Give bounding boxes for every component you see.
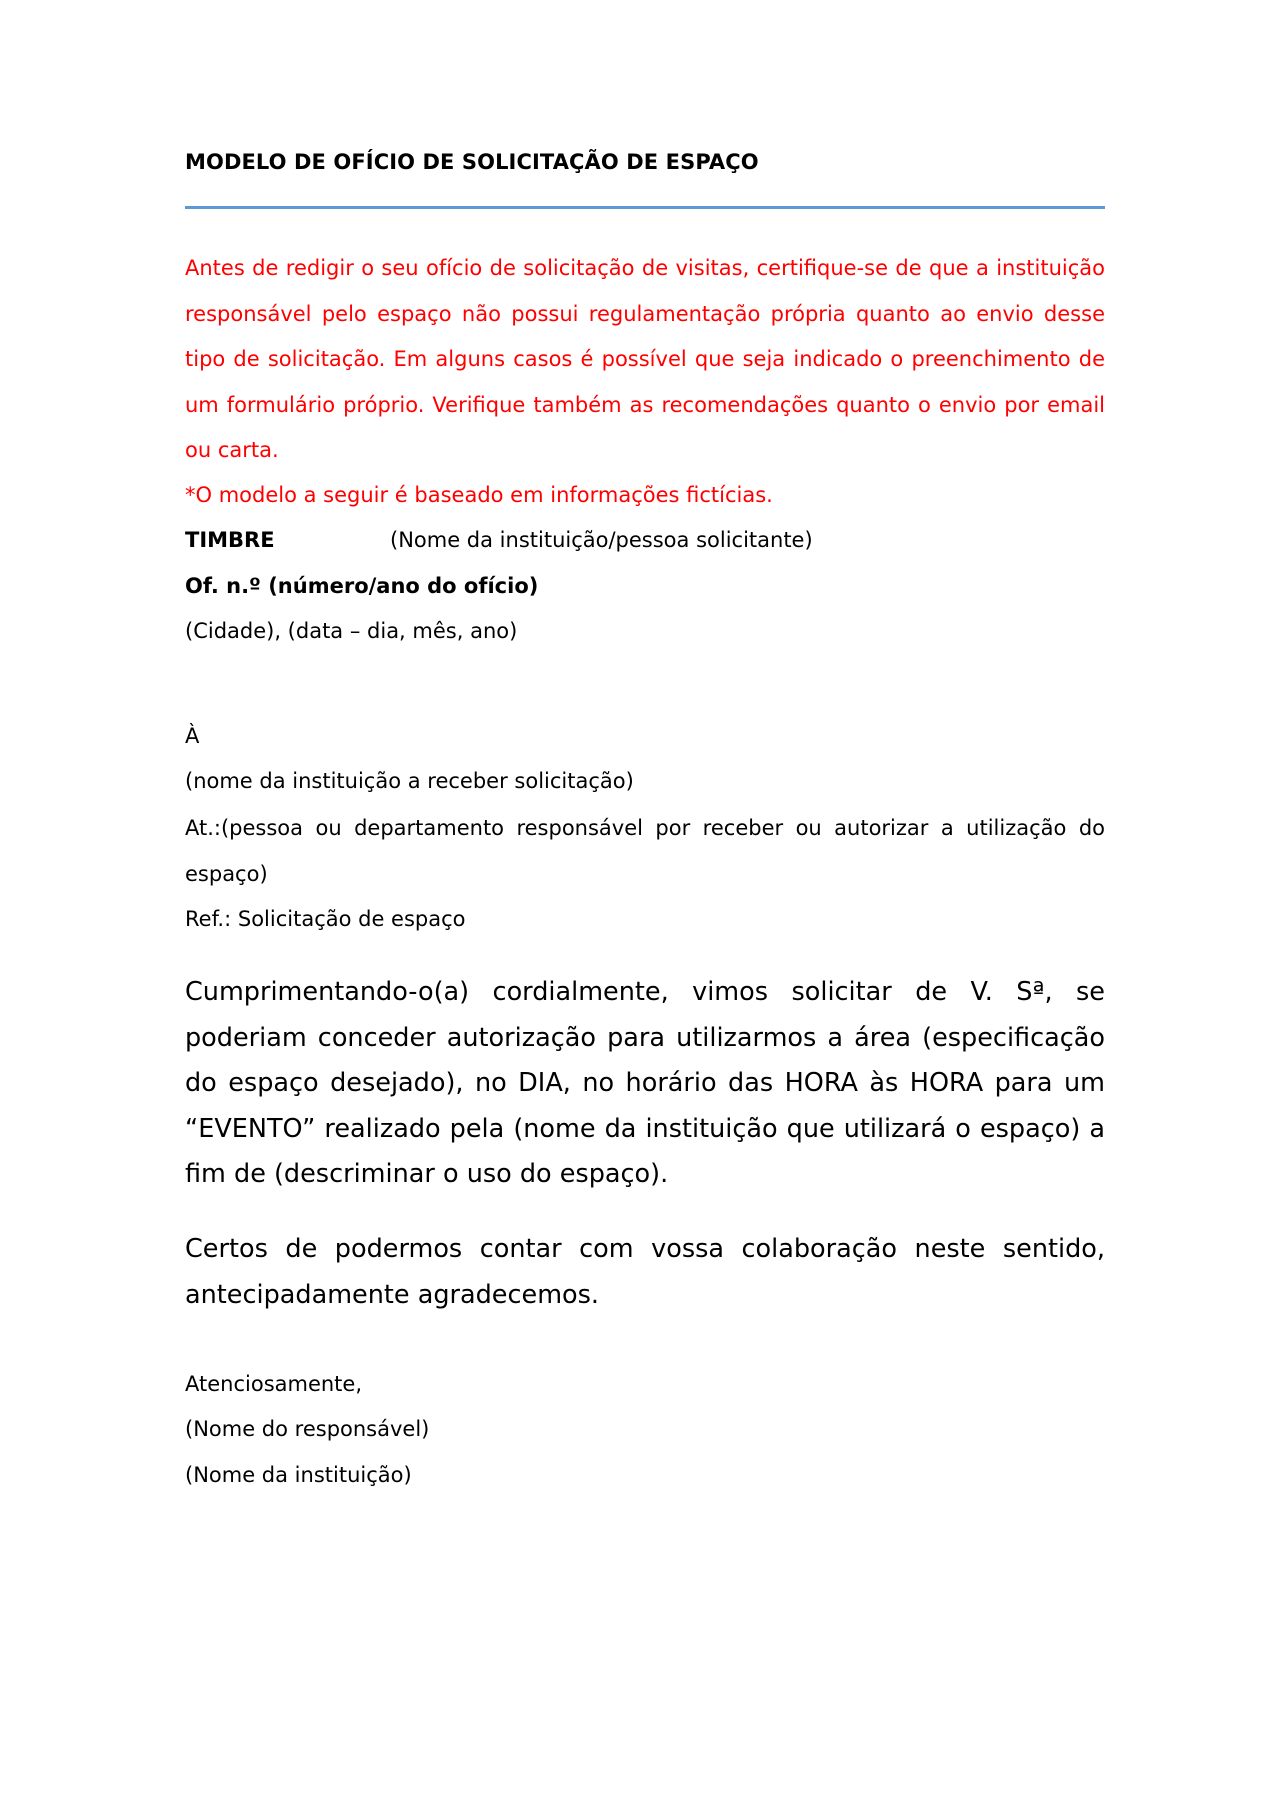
oficio-number: Of. n.º (número/ano do ofício) <box>185 574 539 598</box>
timbre-label: TIMBRE <box>185 528 275 552</box>
letterhead-row <box>185 518 813 563</box>
city-date: (Cidade), (data – dia, mês, ano) <box>185 619 518 643</box>
closing: Atenciosamente, <box>185 1372 363 1396</box>
instruction-notice: Antes de redigir o seu ofício de solicitação de visitas, certifique-se de que a instituição responsável pelo espaço não possui regulamentação própria quanto ao envio desse tipo de solicitação. Em alguns casos é possível que seja indicado o preenchimento de um formulário próprio. Verifique também as recomendações quanto o envio por email ou carta. <box>185 256 1105 462</box>
timbre-value: (Nome da instituição/pessoa solicitante) <box>390 528 813 552</box>
reference-line: Ref.: Solicitação de espaço <box>185 907 466 931</box>
signer-institution: (Nome da instituição) <box>185 1463 412 1487</box>
document-title: MODELO DE OFÍCIO DE SOLICITAÇÃO DE ESPAÇO <box>185 150 759 174</box>
fictional-notice: *O modelo a seguir é baseado em informações fictícias. <box>185 483 773 507</box>
recipient-name: (nome da instituição a receber solicitação) <box>185 769 634 793</box>
attention-line: At.:(pessoa ou departamento responsável por receber ou autorizar a utilização do espaço) <box>185 816 1105 886</box>
body-paragraph-1: Cumprimentando-o(a) cordialmente, vimos solicitar de V. Sª, se poderiam conceder autorização para utilizarmos a área (especificação do espaço desejado), no DIA, no horário das HORA às HORA para um “EVENTO” realizado pela (nome da instituição que utilizará o espaço) a fim de (descriminar o uso do espaço). <box>185 977 1105 1189</box>
title-divider <box>185 206 1105 209</box>
body-paragraph-2: Certos de podermos contar com vossa colaboração neste sentido, antecipadamente agradecemos. <box>185 1234 1105 1310</box>
signer-name: (Nome do responsável) <box>185 1417 430 1441</box>
recipient-prefix: À <box>185 724 200 748</box>
